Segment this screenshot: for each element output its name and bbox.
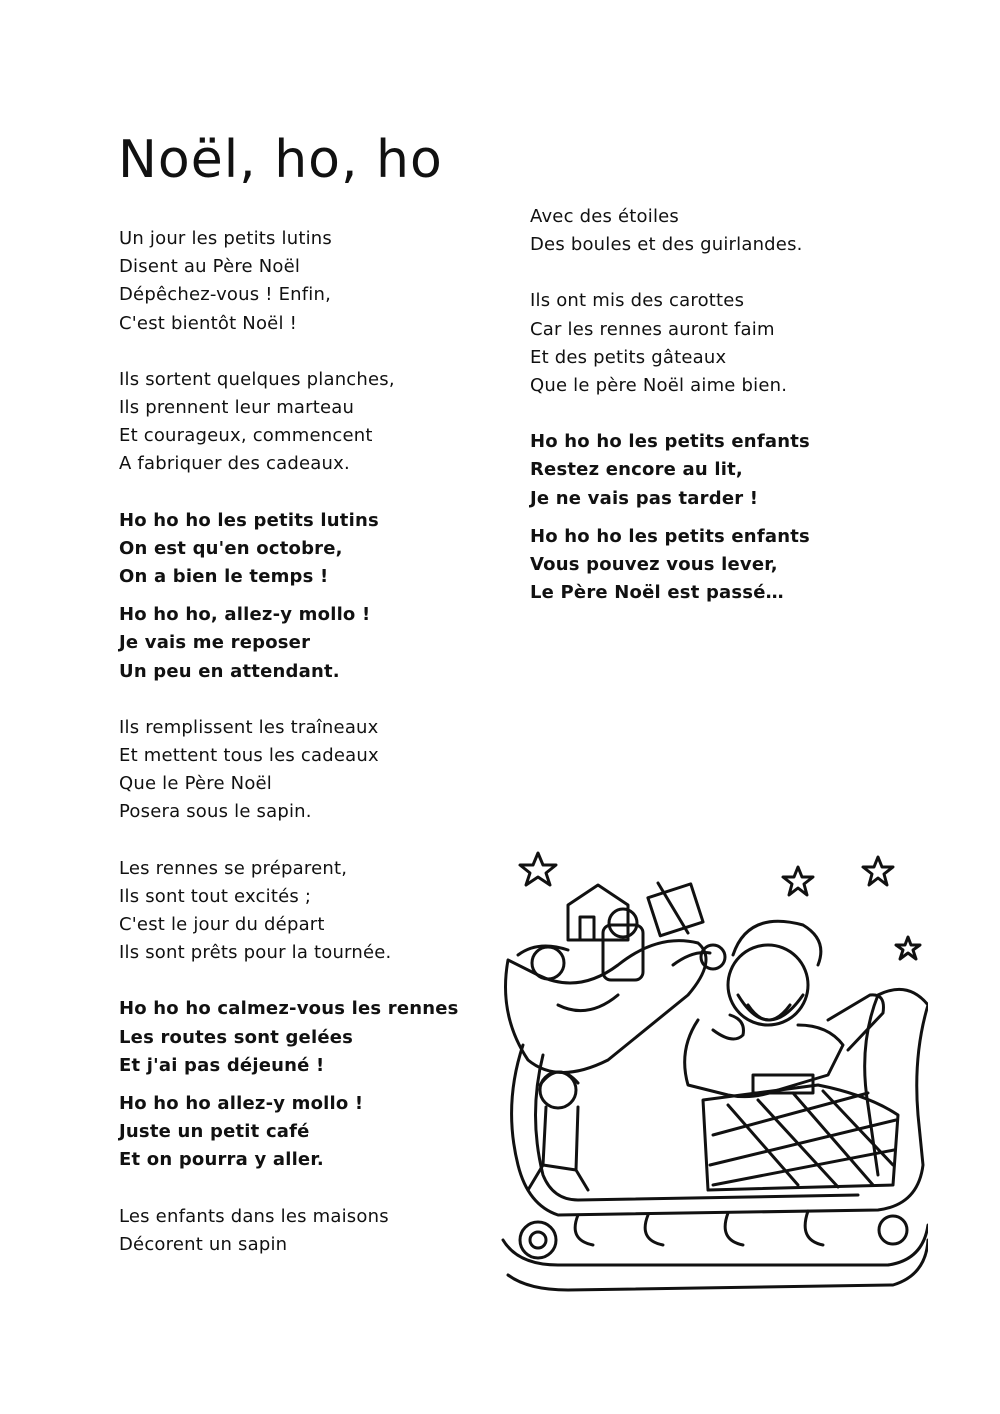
poem-line: Ils sont tout excités ;: [119, 885, 312, 907]
poem-line: C'est bientôt Noël !: [119, 312, 297, 334]
poem-line: Les enfants dans les maisons: [119, 1205, 389, 1227]
left-stanza-5: [119, 714, 539, 827]
left-stanza-3: [119, 507, 539, 592]
poem-line: Ho ho ho, allez-y mollo !: [119, 604, 371, 626]
poem-line: C'est le jour du départ: [119, 914, 325, 936]
right-stanza-2: [530, 287, 950, 400]
poem-line: Posera sous le sapin.: [119, 801, 312, 823]
left-stanza-7: [119, 995, 539, 1080]
poem-line: Ils sortent quelques planches,: [119, 368, 395, 390]
left-column: [119, 225, 539, 1287]
poem-line: Ho ho ho calmez-vous les rennes: [119, 998, 459, 1020]
right-stanza-1: [530, 203, 950, 259]
poem-line: Juste un petit café: [119, 1121, 310, 1143]
poem-line: A fabriquer des cadeaux.: [119, 453, 350, 475]
poem-line: Un jour les petits lutins: [119, 228, 332, 249]
poem-line: Avec des étoiles: [530, 206, 680, 227]
left-stanza-4: [119, 601, 539, 686]
poem-line: Les routes sont gelées: [119, 1026, 354, 1048]
poem-line: On est qu'en octobre,: [119, 537, 343, 559]
poem-line: Ils sont prêts pour la tournée.: [119, 942, 392, 964]
santa-sleigh-illustration-icon: [498, 845, 928, 1295]
poem-line: On a bien le temps !: [119, 566, 329, 588]
poem-line: Ho ho ho les petits enfants: [530, 525, 810, 547]
poem-line: Et mettent tous les cadeaux: [119, 745, 379, 767]
poem-line: Un peu en attendant.: [119, 660, 340, 682]
poem-line: Et on pourra y aller.: [119, 1149, 324, 1171]
right-stanza-3: [530, 428, 950, 513]
poem-line: Des boules et des guirlandes.: [530, 234, 803, 256]
left-stanza-1: [119, 225, 539, 338]
poem-line: Et courageux, commencent: [119, 425, 373, 447]
poem-line: Et des petits gâteaux: [530, 346, 727, 368]
left-stanza-2: [119, 366, 539, 479]
poem-line: Ils remplissent les traîneaux: [119, 716, 379, 738]
left-stanza-6: [119, 855, 539, 968]
poem-line: Que le Père Noël: [119, 773, 273, 795]
poem-line: Je vais me reposer: [119, 632, 311, 654]
poem-line: Le Père Noël est passé…: [530, 582, 784, 604]
poem-line: Restez encore au lit,: [530, 459, 743, 481]
poem-line: Ils ont mis des carottes: [530, 290, 745, 312]
poem-line: Vous pouvez vous lever,: [530, 554, 778, 576]
right-stanza-4: [530, 523, 950, 608]
left-stanza-8: [119, 1090, 539, 1175]
poem-line: Et j'ai pas déjeuné !: [119, 1054, 325, 1076]
poem-line: Ho ho ho les petits enfants: [530, 431, 810, 453]
left-stanza-9: [119, 1203, 539, 1259]
poem-line: Car les rennes auront faim: [530, 318, 775, 340]
poem-line: Décorent un sapin: [119, 1233, 288, 1255]
poem-line: Ho ho ho les petits lutins: [119, 509, 379, 531]
poem-line: Disent au Père Noël: [119, 256, 301, 278]
poem-line: Je ne vais pas tarder !: [530, 487, 759, 509]
poem-line: Ho ho ho allez-y mollo !: [119, 1093, 364, 1115]
poem-line: Que le père Noël aime bien.: [530, 375, 788, 397]
right-column: [530, 203, 950, 635]
poem-line: Ils prennent leur marteau: [119, 397, 355, 419]
page-title: Noël, ho, ho: [118, 130, 443, 190]
poem-line: Dépêchez-vous ! Enfin,: [119, 284, 332, 306]
poem-line: Les rennes se préparent,: [119, 857, 348, 879]
